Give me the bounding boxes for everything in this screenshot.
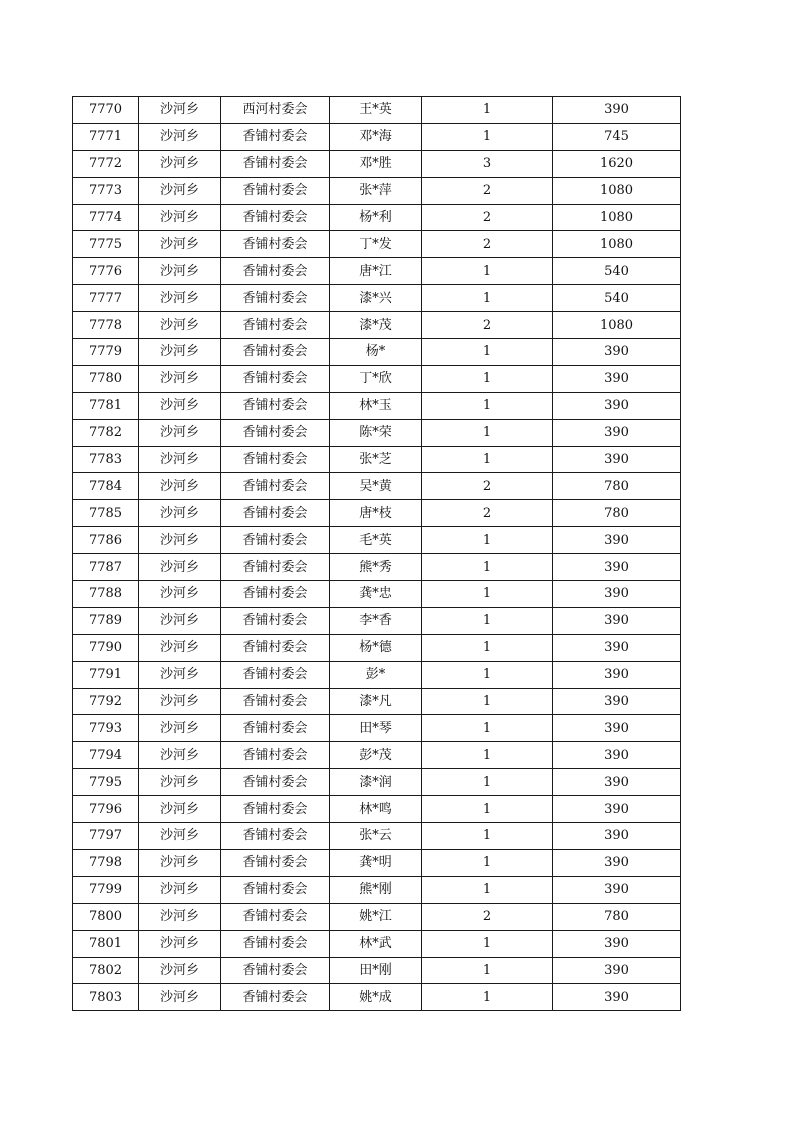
table-row <box>73 204 681 231</box>
village-committee-cell: 香铺村委会 <box>221 742 330 769</box>
table-row <box>73 581 681 608</box>
table-row <box>73 957 681 984</box>
amount-cell: 1620 <box>553 150 681 177</box>
row-number-cell: 7773 <box>73 177 139 204</box>
people-count-cell: 1 <box>422 769 553 796</box>
amount-cell: 1080 <box>553 177 681 204</box>
amount-cell: 780 <box>553 903 681 930</box>
amount-cell: 540 <box>553 258 681 285</box>
table-row <box>73 634 681 661</box>
row-number-cell: 7784 <box>73 473 139 500</box>
table-row <box>73 715 681 742</box>
table-row <box>73 419 681 446</box>
person-name-cell: 杨* <box>330 339 422 366</box>
person-name-cell: 杨*德 <box>330 634 422 661</box>
village-committee-cell: 香铺村委会 <box>221 312 330 339</box>
row-number-cell: 7803 <box>73 984 139 1011</box>
amount-cell: 390 <box>553 984 681 1011</box>
village-committee-cell: 香铺村委会 <box>221 473 330 500</box>
table-row <box>73 392 681 419</box>
table-row <box>73 231 681 258</box>
township-cell: 沙河乡 <box>139 177 221 204</box>
table-row <box>73 258 681 285</box>
table-row <box>73 312 681 339</box>
table-row <box>73 446 681 473</box>
row-number-cell: 7770 <box>73 97 139 124</box>
table-row <box>73 849 681 876</box>
row-number-cell: 7798 <box>73 849 139 876</box>
people-count-cell: 1 <box>422 97 553 124</box>
table-row <box>73 554 681 581</box>
village-committee-cell: 香铺村委会 <box>221 204 330 231</box>
township-cell: 沙河乡 <box>139 930 221 957</box>
amount-cell: 780 <box>553 500 681 527</box>
row-number-cell: 7777 <box>73 285 139 312</box>
people-count-cell: 1 <box>422 446 553 473</box>
people-count-cell: 1 <box>422 984 553 1011</box>
people-count-cell: 1 <box>422 876 553 903</box>
person-name-cell: 熊*刚 <box>330 876 422 903</box>
person-name-cell: 姚*成 <box>330 984 422 1011</box>
people-count-cell: 2 <box>422 177 553 204</box>
township-cell: 沙河乡 <box>139 285 221 312</box>
people-count-cell: 1 <box>422 715 553 742</box>
row-number-cell: 7800 <box>73 903 139 930</box>
amount-cell: 390 <box>553 581 681 608</box>
row-number-cell: 7779 <box>73 339 139 366</box>
people-count-cell: 2 <box>422 231 553 258</box>
village-committee-cell: 香铺村委会 <box>221 527 330 554</box>
village-committee-cell: 香铺村委会 <box>221 365 330 392</box>
row-number-cell: 7783 <box>73 446 139 473</box>
person-name-cell: 邓*胜 <box>330 150 422 177</box>
row-number-cell: 7797 <box>73 823 139 850</box>
row-number-cell: 7793 <box>73 715 139 742</box>
person-name-cell: 彭* <box>330 661 422 688</box>
amount-cell: 390 <box>553 97 681 124</box>
people-count-cell: 1 <box>422 823 553 850</box>
table-row <box>73 769 681 796</box>
amount-cell: 390 <box>553 554 681 581</box>
person-name-cell: 张*萍 <box>330 177 422 204</box>
township-cell: 沙河乡 <box>139 715 221 742</box>
table-row <box>73 365 681 392</box>
row-number-cell: 7774 <box>73 204 139 231</box>
person-name-cell: 吴*黄 <box>330 473 422 500</box>
person-name-cell: 漆*兴 <box>330 285 422 312</box>
person-name-cell: 王*英 <box>330 97 422 124</box>
person-name-cell: 唐*江 <box>330 258 422 285</box>
table-row <box>73 823 681 850</box>
table-row <box>73 123 681 150</box>
village-committee-cell: 香铺村委会 <box>221 446 330 473</box>
amount-cell: 390 <box>553 365 681 392</box>
table-row <box>73 473 681 500</box>
amount-cell: 780 <box>553 473 681 500</box>
table-row <box>73 796 681 823</box>
village-committee-cell: 香铺村委会 <box>221 339 330 366</box>
table-row <box>73 177 681 204</box>
person-name-cell: 漆*凡 <box>330 688 422 715</box>
row-number-cell: 7771 <box>73 123 139 150</box>
township-cell: 沙河乡 <box>139 473 221 500</box>
township-cell: 沙河乡 <box>139 365 221 392</box>
person-name-cell: 漆*润 <box>330 769 422 796</box>
amount-cell: 390 <box>553 661 681 688</box>
people-count-cell: 1 <box>422 527 553 554</box>
people-count-cell: 1 <box>422 123 553 150</box>
amount-cell: 390 <box>553 688 681 715</box>
person-name-cell: 林*玉 <box>330 392 422 419</box>
person-name-cell: 姚*江 <box>330 903 422 930</box>
people-count-cell: 2 <box>422 312 553 339</box>
township-cell: 沙河乡 <box>139 634 221 661</box>
township-cell: 沙河乡 <box>139 500 221 527</box>
table-row <box>73 984 681 1011</box>
person-name-cell: 张*云 <box>330 823 422 850</box>
person-name-cell: 丁*欣 <box>330 365 422 392</box>
village-committee-cell: 香铺村委会 <box>221 554 330 581</box>
people-count-cell: 2 <box>422 473 553 500</box>
person-name-cell: 漆*茂 <box>330 312 422 339</box>
person-name-cell: 毛*英 <box>330 527 422 554</box>
row-number-cell: 7781 <box>73 392 139 419</box>
people-count-cell: 1 <box>422 258 553 285</box>
person-name-cell: 田*琴 <box>330 715 422 742</box>
person-name-cell: 林*武 <box>330 930 422 957</box>
village-committee-cell: 香铺村委会 <box>221 849 330 876</box>
amount-cell: 1080 <box>553 312 681 339</box>
people-count-cell: 2 <box>422 500 553 527</box>
village-committee-cell: 香铺村委会 <box>221 930 330 957</box>
village-committee-cell: 香铺村委会 <box>221 984 330 1011</box>
township-cell: 沙河乡 <box>139 876 221 903</box>
row-number-cell: 7799 <box>73 876 139 903</box>
table-row <box>73 930 681 957</box>
row-number-cell: 7785 <box>73 500 139 527</box>
row-number-cell: 7796 <box>73 796 139 823</box>
table-row <box>73 876 681 903</box>
amount-cell: 390 <box>553 876 681 903</box>
village-committee-cell: 香铺村委会 <box>221 392 330 419</box>
village-committee-cell: 香铺村委会 <box>221 957 330 984</box>
person-name-cell: 邓*海 <box>330 123 422 150</box>
row-number-cell: 7789 <box>73 607 139 634</box>
person-name-cell: 杨*利 <box>330 204 422 231</box>
township-cell: 沙河乡 <box>139 769 221 796</box>
people-count-cell: 1 <box>422 365 553 392</box>
township-cell: 沙河乡 <box>139 123 221 150</box>
table-row <box>73 742 681 769</box>
village-committee-cell: 香铺村委会 <box>221 285 330 312</box>
people-count-cell: 1 <box>422 742 553 769</box>
township-cell: 沙河乡 <box>139 554 221 581</box>
village-committee-cell: 香铺村委会 <box>221 150 330 177</box>
people-count-cell: 1 <box>422 392 553 419</box>
township-cell: 沙河乡 <box>139 607 221 634</box>
table-row <box>73 150 681 177</box>
amount-cell: 390 <box>553 957 681 984</box>
row-number-cell: 7780 <box>73 365 139 392</box>
village-committee-cell: 香铺村委会 <box>221 258 330 285</box>
township-cell: 沙河乡 <box>139 796 221 823</box>
township-cell: 沙河乡 <box>139 392 221 419</box>
table-row <box>73 339 681 366</box>
table-row <box>73 527 681 554</box>
township-cell: 沙河乡 <box>139 581 221 608</box>
village-committee-cell: 香铺村委会 <box>221 177 330 204</box>
row-number-cell: 7790 <box>73 634 139 661</box>
people-count-cell: 1 <box>422 930 553 957</box>
village-committee-cell: 香铺村委会 <box>221 123 330 150</box>
people-count-cell: 1 <box>422 688 553 715</box>
row-number-cell: 7801 <box>73 930 139 957</box>
row-number-cell: 7795 <box>73 769 139 796</box>
data-table <box>72 96 681 1011</box>
amount-cell: 540 <box>553 285 681 312</box>
village-committee-cell: 香铺村委会 <box>221 903 330 930</box>
township-cell: 沙河乡 <box>139 419 221 446</box>
person-name-cell: 张*芝 <box>330 446 422 473</box>
row-number-cell: 7782 <box>73 419 139 446</box>
person-name-cell: 李*香 <box>330 607 422 634</box>
person-name-cell: 林*鸣 <box>330 796 422 823</box>
person-name-cell: 唐*枝 <box>330 500 422 527</box>
table-row <box>73 688 681 715</box>
village-committee-cell: 香铺村委会 <box>221 231 330 258</box>
township-cell: 沙河乡 <box>139 903 221 930</box>
amount-cell: 390 <box>553 742 681 769</box>
table-row <box>73 903 681 930</box>
amount-cell: 390 <box>553 446 681 473</box>
amount-cell: 1080 <box>553 204 681 231</box>
amount-cell: 745 <box>553 123 681 150</box>
people-count-cell: 2 <box>422 204 553 231</box>
township-cell: 沙河乡 <box>139 661 221 688</box>
amount-cell: 390 <box>553 634 681 661</box>
people-count-cell: 1 <box>422 957 553 984</box>
township-cell: 沙河乡 <box>139 312 221 339</box>
row-number-cell: 7778 <box>73 312 139 339</box>
person-name-cell: 彭*茂 <box>330 742 422 769</box>
township-cell: 沙河乡 <box>139 849 221 876</box>
village-committee-cell: 香铺村委会 <box>221 796 330 823</box>
person-name-cell: 丁*发 <box>330 231 422 258</box>
person-name-cell: 龚*明 <box>330 849 422 876</box>
village-committee-cell: 香铺村委会 <box>221 823 330 850</box>
village-committee-cell: 香铺村委会 <box>221 688 330 715</box>
row-number-cell: 7772 <box>73 150 139 177</box>
amount-cell: 390 <box>553 930 681 957</box>
township-cell: 沙河乡 <box>139 339 221 366</box>
people-count-cell: 1 <box>422 554 553 581</box>
table-row <box>73 661 681 688</box>
row-number-cell: 7775 <box>73 231 139 258</box>
township-cell: 沙河乡 <box>139 446 221 473</box>
township-cell: 沙河乡 <box>139 258 221 285</box>
row-number-cell: 7787 <box>73 554 139 581</box>
row-number-cell: 7776 <box>73 258 139 285</box>
township-cell: 沙河乡 <box>139 527 221 554</box>
amount-cell: 390 <box>553 607 681 634</box>
village-committee-cell: 西河村委会 <box>221 97 330 124</box>
township-cell: 沙河乡 <box>139 150 221 177</box>
amount-cell: 390 <box>553 339 681 366</box>
village-committee-cell: 香铺村委会 <box>221 607 330 634</box>
amount-cell: 1080 <box>553 231 681 258</box>
amount-cell: 390 <box>553 715 681 742</box>
township-cell: 沙河乡 <box>139 97 221 124</box>
people-count-cell: 1 <box>422 607 553 634</box>
row-number-cell: 7794 <box>73 742 139 769</box>
village-committee-cell: 香铺村委会 <box>221 769 330 796</box>
row-number-cell: 7792 <box>73 688 139 715</box>
people-count-cell: 1 <box>422 285 553 312</box>
village-committee-cell: 香铺村委会 <box>221 715 330 742</box>
township-cell: 沙河乡 <box>139 984 221 1011</box>
township-cell: 沙河乡 <box>139 957 221 984</box>
village-committee-cell: 香铺村委会 <box>221 581 330 608</box>
table-row <box>73 285 681 312</box>
person-name-cell: 熊*秀 <box>330 554 422 581</box>
people-count-cell: 1 <box>422 661 553 688</box>
township-cell: 沙河乡 <box>139 231 221 258</box>
village-committee-cell: 香铺村委会 <box>221 500 330 527</box>
table-row <box>73 607 681 634</box>
amount-cell: 390 <box>553 527 681 554</box>
row-number-cell: 7802 <box>73 957 139 984</box>
township-cell: 沙河乡 <box>139 823 221 850</box>
person-name-cell: 龚*忠 <box>330 581 422 608</box>
people-count-cell: 2 <box>422 903 553 930</box>
amount-cell: 390 <box>553 823 681 850</box>
table-row <box>73 97 681 124</box>
people-count-cell: 3 <box>422 150 553 177</box>
amount-cell: 390 <box>553 769 681 796</box>
village-committee-cell: 香铺村委会 <box>221 419 330 446</box>
people-count-cell: 1 <box>422 849 553 876</box>
township-cell: 沙河乡 <box>139 742 221 769</box>
township-cell: 沙河乡 <box>139 688 221 715</box>
person-name-cell: 田*刚 <box>330 957 422 984</box>
row-number-cell: 7786 <box>73 527 139 554</box>
amount-cell: 390 <box>553 392 681 419</box>
village-committee-cell: 香铺村委会 <box>221 661 330 688</box>
township-cell: 沙河乡 <box>139 204 221 231</box>
people-count-cell: 1 <box>422 634 553 661</box>
people-count-cell: 1 <box>422 419 553 446</box>
table-body <box>73 97 681 1011</box>
table-row <box>73 500 681 527</box>
amount-cell: 390 <box>553 419 681 446</box>
people-count-cell: 1 <box>422 796 553 823</box>
amount-cell: 390 <box>553 796 681 823</box>
people-count-cell: 1 <box>422 581 553 608</box>
person-name-cell: 陈*荣 <box>330 419 422 446</box>
row-number-cell: 7791 <box>73 661 139 688</box>
amount-cell: 390 <box>553 849 681 876</box>
village-committee-cell: 香铺村委会 <box>221 876 330 903</box>
row-number-cell: 7788 <box>73 581 139 608</box>
village-committee-cell: 香铺村委会 <box>221 634 330 661</box>
people-count-cell: 1 <box>422 339 553 366</box>
